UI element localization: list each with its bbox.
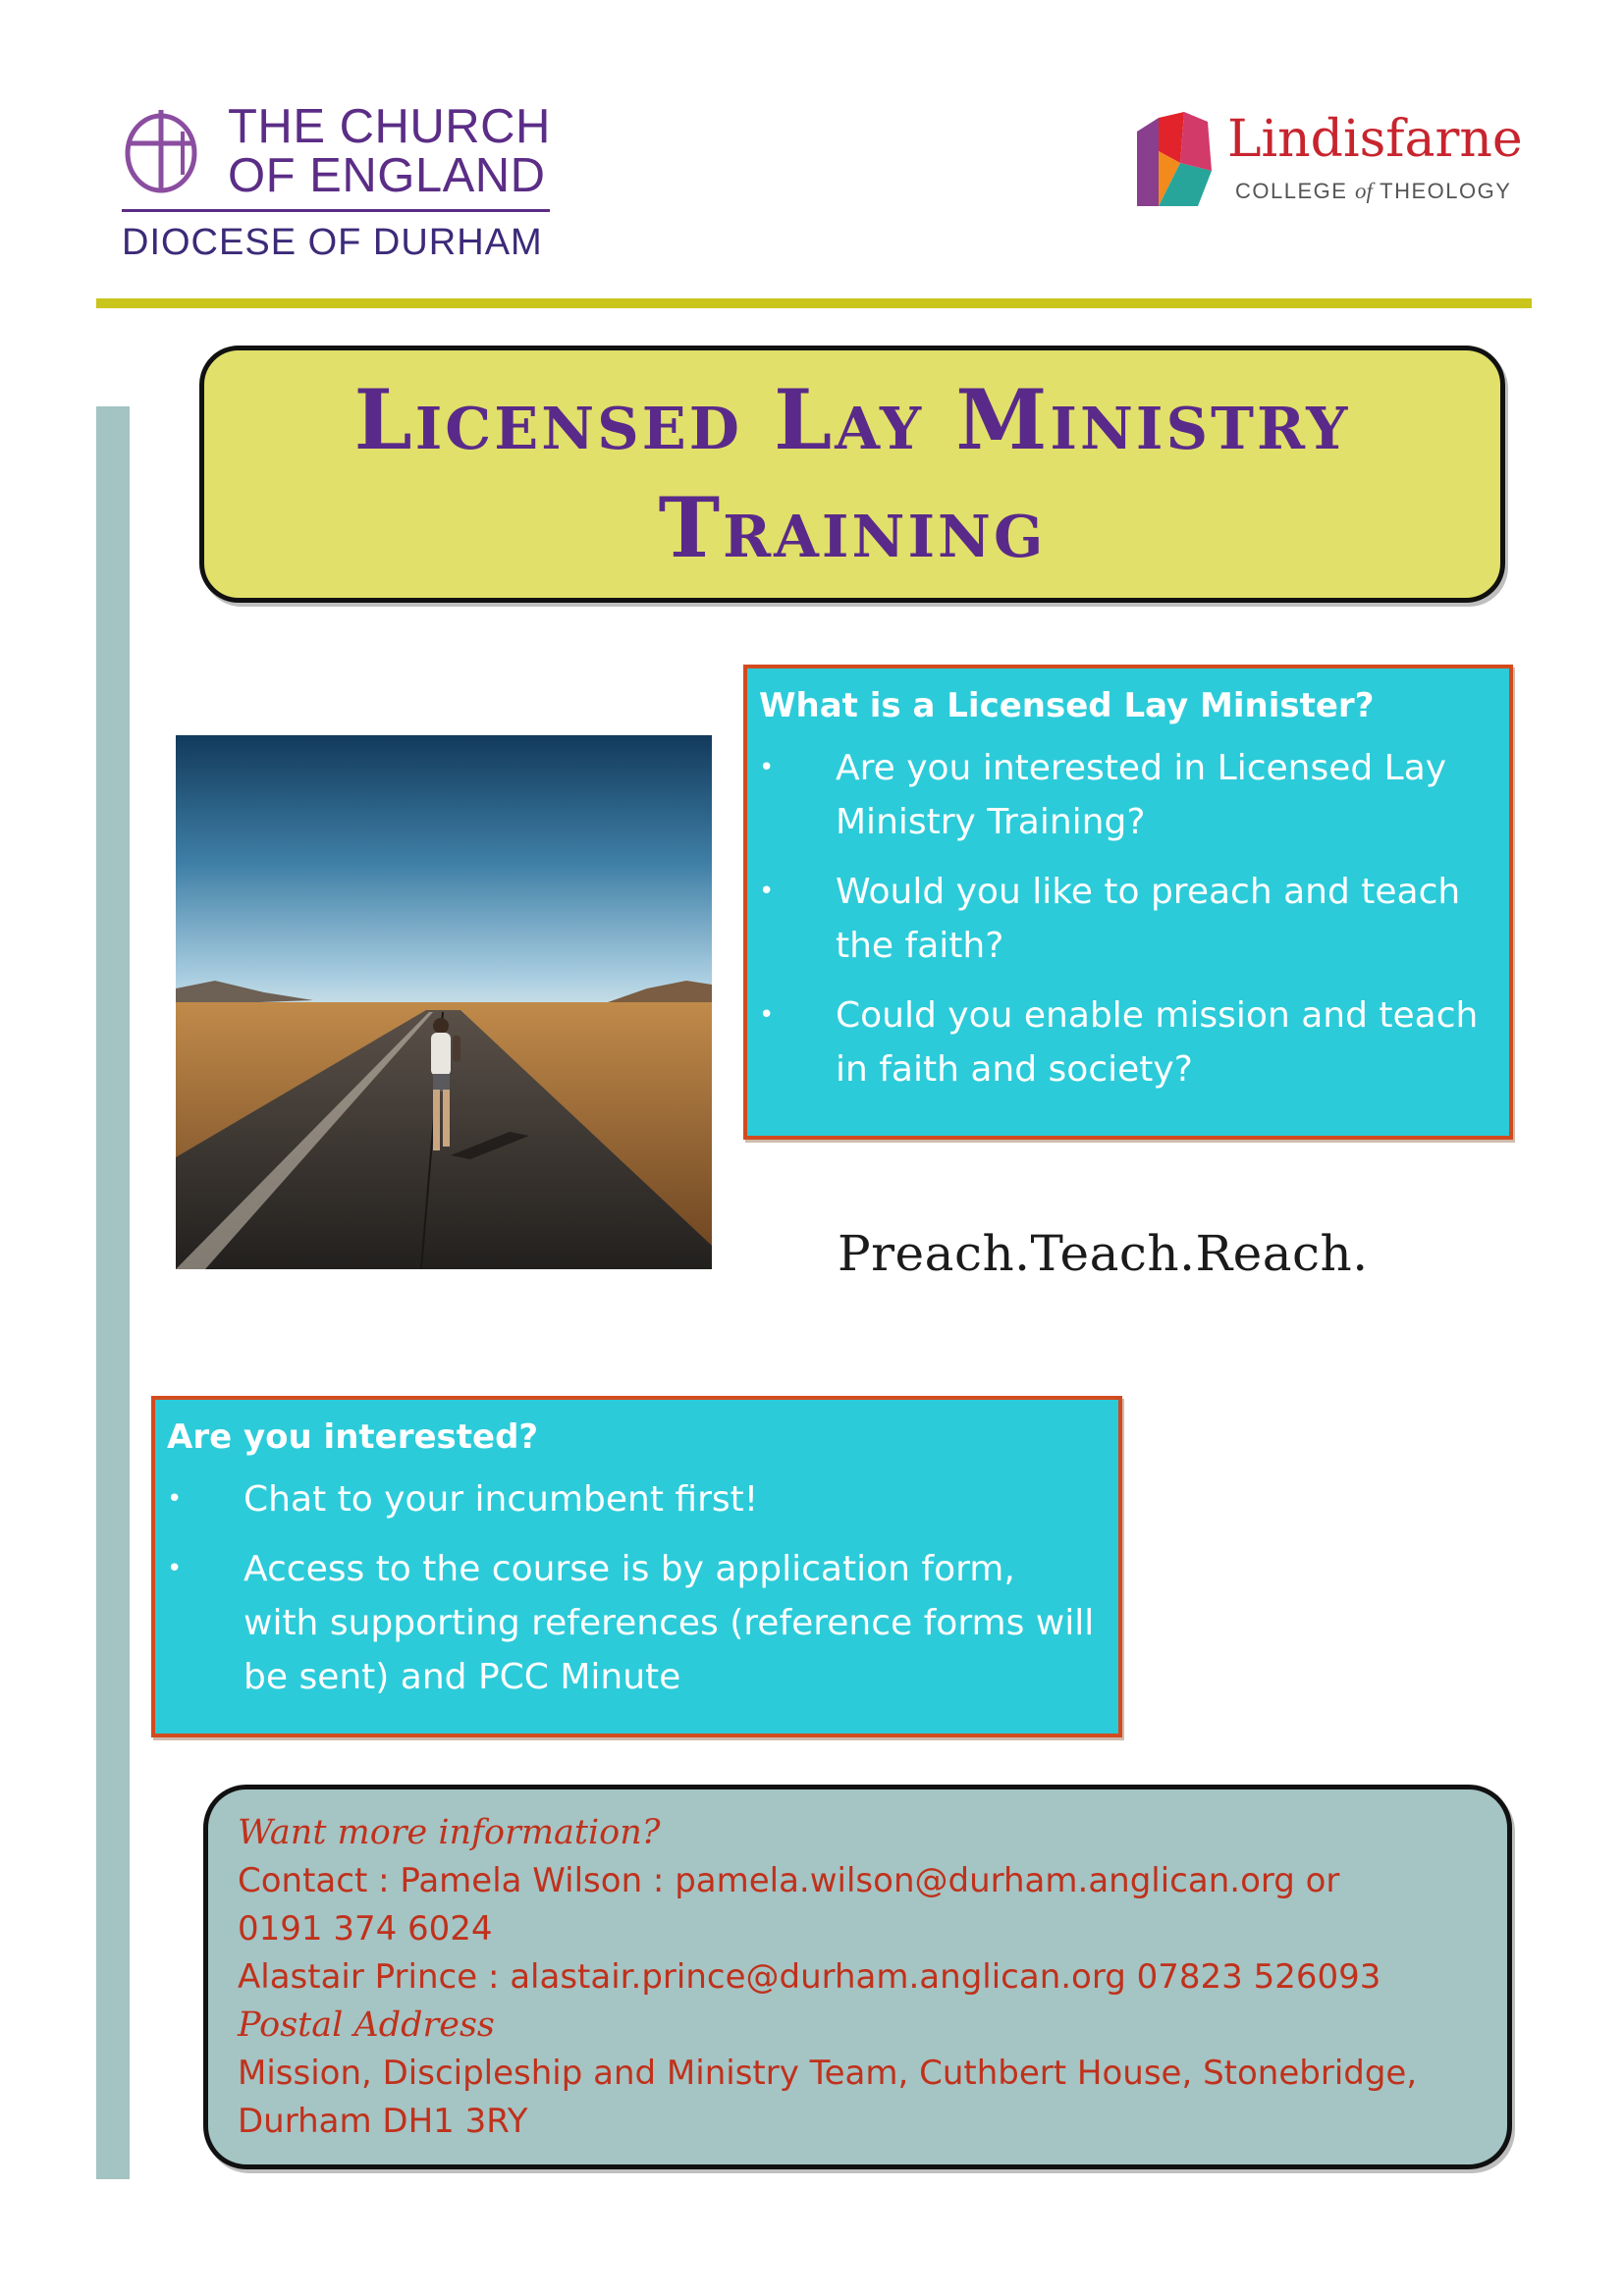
coe-diocese: DIOCESE OF DURHAM (122, 222, 543, 263)
lindisfarne-logo-icon (1137, 112, 1212, 206)
list-item: • Would you like to preach and teach the faith? (759, 865, 1486, 973)
coe-title-line2: OF ENGLAND (228, 149, 546, 202)
interest-heading: Are you interested? (167, 1417, 539, 1457)
coe-title-line1: THE CHURCH (228, 100, 551, 153)
side-accent-bar (96, 406, 130, 2179)
header-divider (96, 298, 1532, 308)
address-line2: Durham DH1 3RY (238, 2102, 528, 2141)
tagline: Preach.Teach.Reach. (838, 1225, 1369, 1282)
page-title (263, 366, 1441, 582)
address-line1: Mission, Discipleship and Ministry Team, Cuthbert House, Stonebridge, (238, 2054, 1418, 2093)
coe-title (228, 102, 551, 200)
lindisfarne-subtitle (1235, 179, 1511, 204)
list-item: • Could you enable mission and teach in faith and society? (759, 988, 1486, 1096)
contact-line3[interactable]: Alastair Prince : alastair.prince@durham.anglican.org 07823 526093 (238, 1957, 1381, 1997)
title-line2: Training (658, 479, 1047, 576)
lindisfarne-sub-of: of (1355, 179, 1373, 203)
lindisfarne-sub-post: THEOLOGY (1372, 179, 1512, 203)
what-is-list (759, 741, 1486, 1096)
lindisfarne-sub-pre: COLLEGE (1235, 179, 1356, 203)
coe-divider (122, 209, 550, 212)
what-is-box (743, 665, 1513, 1140)
title-line1: Licensed Lay Ministry (353, 371, 1351, 468)
list-item: • Access to the course is by application form, with supporting references (reference forms will be sent) and PCC Minute (167, 1542, 1095, 1704)
contact-heading: Want more information? (238, 1813, 661, 1852)
title-banner (199, 346, 1505, 603)
desert-road-photo (176, 735, 712, 1269)
interest-box (151, 1396, 1122, 1737)
list-item: • Are you interested in Licensed Lay Ministry Training? (759, 741, 1486, 849)
list-item: • Chat to your incumbent first! (167, 1472, 1095, 1526)
church-of-england-logo-icon (122, 106, 206, 196)
postal-heading: Postal Address (238, 2005, 495, 2045)
interest-list (167, 1472, 1095, 1704)
contact-box (203, 1785, 1512, 2169)
contact-line2[interactable]: 0191 374 6024 (238, 1909, 493, 1949)
what-is-heading: What is a Licensed Lay Minister? (759, 686, 1375, 725)
lindisfarne-name: Lindisfarne (1227, 110, 1523, 169)
contact-line1[interactable]: Contact : Pamela Wilson : pamela.wilson@durham.anglican.org or (238, 1861, 1340, 1900)
